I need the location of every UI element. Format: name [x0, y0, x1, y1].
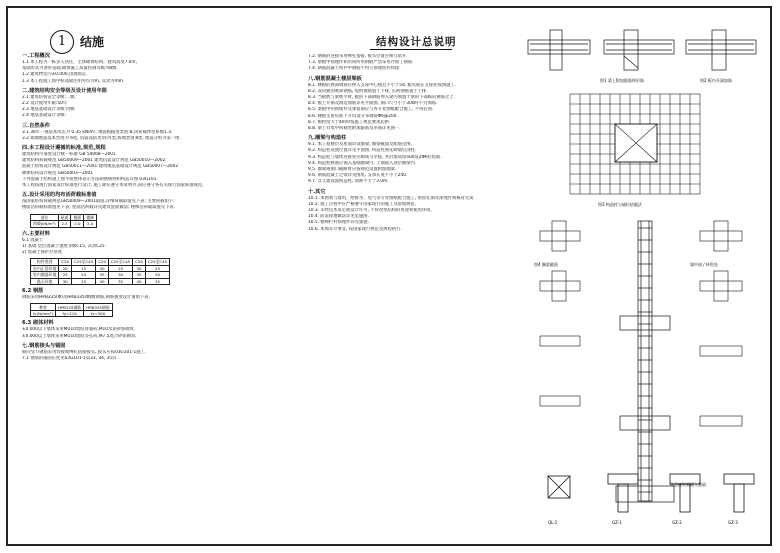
- middle-text-line: 10.4. 防雷接地做法详见电施图.: [308, 214, 369, 220]
- left-section-title: 六.主要材料: [22, 230, 50, 237]
- middle-text-line: 8.4. 板上开洞及洞边加筋详见平面图, 洞口尺寸小于300时不另加筋.: [308, 101, 438, 107]
- column-reinforcement-detail: [616, 221, 674, 502]
- table-header-cell: 楼梯: [84, 214, 97, 221]
- left-text-line: 2.2 设计使用年限:50年: [22, 101, 68, 107]
- figure-label-7: QL-1: [548, 520, 558, 525]
- middle-section-title: 十.其它: [308, 188, 326, 195]
- left-text-line: 3.1 30年一遇基本风压为 0.35 kN/m², 地面粗糙度类别:B,风荷载体型系数1.3.: [22, 129, 173, 135]
- left-text-line: 6.1 混凝土: [22, 237, 44, 243]
- left-table: [30, 214, 97, 228]
- table-header-cell: C20: [133, 259, 146, 266]
- figure-label-4: 图4 圈梁截面: [534, 262, 558, 267]
- middle-text-line: 10.2. 施工过程中应严格遵守国家现行的施工及验收规范.: [308, 201, 417, 207]
- middle-text-line: 10.6. 本图未尽事宜, 按国家现行规范及规程执行.: [308, 226, 402, 232]
- middle-text-line: 9.6. 钢筋混凝土过梁详见图集, 支承长度不小于240.: [308, 173, 408, 179]
- figure-label-6: 构造柱纵筋锚入基础: [670, 482, 706, 487]
- table-cell: 35: [108, 278, 132, 285]
- figure-label-2: 图2 板内开洞加筋: [700, 78, 732, 83]
- table-cell: fy=300: [84, 310, 113, 317]
- table-row: [31, 278, 170, 285]
- table-cell: 30: [96, 265, 109, 272]
- table-header-cell: C20: [59, 259, 72, 266]
- figure-label-9: GZ-2: [672, 520, 682, 525]
- left-text-line: 1) 基础 垫层混凝土强度等级C15, 其余C25.: [22, 243, 107, 249]
- middle-text-line: 9.7. 女儿墙设置构造柱, 间距不大于3.0m.: [308, 179, 389, 185]
- left-text-line: 楼面活荷载标准值见下表; 屋面活荷载详见建筑屋面做法; 楼梯活荷载取值见下表.: [22, 205, 176, 211]
- table-header-cell: HRB335钢筋: [84, 304, 113, 311]
- left-text-line: 7.1 钢筋的锚固长度见03G101-1第33, 34, 35页.: [22, 356, 118, 362]
- table-header-cell: 构件类别: [31, 259, 59, 266]
- table-cell: 30: [108, 272, 132, 279]
- table-cell: 30: [133, 265, 146, 272]
- middle-text-line: 10.3. 未经技术鉴定或设计许可, 不得改变结构的用途和使用环境.: [308, 208, 432, 214]
- left-text-line: 下列混凝土结构施工图平面整体表示方法制图规则和构造详图 03G101: [22, 176, 157, 182]
- beam-detail-3: [686, 30, 756, 70]
- left-text-line: 本工程按现行国家设计标准进行设计, 施工除应遵守本说明外,尚应遵守各有关现行国家标准规范.: [22, 183, 204, 189]
- left-table: [30, 303, 113, 317]
- left-text-line: 2.1 建筑结构安全等级:二级.: [22, 94, 76, 100]
- main-title: 结构设计总说明: [376, 36, 457, 48]
- table-header-cell: C25至C45: [108, 259, 132, 266]
- middle-text-line: 9.4. 构造柱纵筋应锚入基础圈梁内, 上端锚入顶层圈梁内.: [308, 160, 417, 166]
- table-header-cell: C25至C45: [72, 259, 96, 266]
- table-cell: 室内潮湿环境: [31, 272, 59, 279]
- table-row: [31, 310, 113, 317]
- table-header-cell: C20: [96, 259, 109, 266]
- left-text-line: ±0.000以上墙体采用MU10烧结多孔砖,M7.5混合砂浆砌筑.: [22, 333, 137, 339]
- middle-text-line: 8.5. 梁板中的预埋件及预留洞应与各专业图纸配合施工, 不得后凿.: [308, 107, 434, 113]
- slab-opening-grid: [570, 94, 700, 194]
- table-cell: 30: [59, 278, 72, 285]
- middle-text-line: 9.5. 圈梁遇洞口截断时应按规范设置附加圈梁.: [308, 167, 397, 173]
- middle-text-line: 7.3. 梁板中预埋件和吊钩所用钢筋严禁采用冷加工钢筋.: [308, 60, 414, 66]
- main-title-underline: [370, 49, 452, 50]
- middle-section-title: 九.圈梁与构造柱: [308, 135, 347, 142]
- table-cell: 35: [133, 272, 146, 279]
- middle-section-title: 八.钢筋混凝土楼层梁板: [308, 75, 362, 82]
- table-cell: fy(N/mm²): [31, 310, 56, 317]
- left-text-line: 建筑结构可靠度设计统一标准 GB 50068—2001: [22, 152, 116, 158]
- detail-drawings-column: [520, 16, 770, 544]
- left-text-line: 3.2 场地地震基本烈度为 6度, 抗震设防类别:丙类;场地类别:Ⅱ类, 地震分组为第一组.: [22, 135, 181, 141]
- left-section-title: 6.3 砌体材料: [22, 320, 54, 327]
- left-text-line: 钢筋采用HPB235(Φ)及HRB335(Φ)级钢筋,钢筋强度设计值如下表.: [22, 295, 150, 301]
- left-text-line: 2.4 地基基础设计等级:: [22, 113, 67, 119]
- table-header-cell: 楼面: [71, 214, 84, 221]
- beam-detail-1: [528, 30, 590, 70]
- left-section-title: 二.建筑结构安全等级及设计使用年限: [22, 87, 107, 94]
- table-cell: 室内正常环境: [31, 265, 59, 272]
- detail-drawings: [520, 16, 770, 544]
- middle-text-line: 8.8. 梁上有集中荷载处附加箍筋及吊筋详见图一.: [308, 126, 401, 132]
- table-cell: 2.0: [84, 221, 97, 228]
- table-cell: 35: [145, 278, 169, 285]
- figure-label-5: 墙中部 / 转角处: [690, 262, 718, 267]
- beam-detail-2: [604, 30, 674, 70]
- middle-text-line: 9.2. 构造柱设置位置详见平面图, 构造柱须先砌墙后浇柱.: [308, 148, 417, 154]
- table-cell: 露天环境: [31, 278, 59, 285]
- left-section-title: 一.工程概况: [22, 53, 50, 59]
- left-text-line: 1.1 本工程为一栋多人居住，主体砌体结构，建筑高度7.8米,: [22, 60, 138, 65]
- middle-text-line: 8.1. 楼板的底部钢筋应伸入支座中心线且不小于5d, 板负筋在支座处按图施工.: [308, 82, 457, 88]
- table-cell: 25: [108, 265, 132, 272]
- table-cell: 25: [145, 265, 169, 272]
- table-cell: 20: [59, 265, 72, 272]
- table-cell: 2.5: [58, 221, 71, 228]
- middle-text-line: 9.1. 本工程楼层及屋面均设圈梁, 圈梁截面及配筋见图.: [308, 142, 412, 148]
- left-text-line: 基础形式为条形基础,砌体施工质量控制等级为B级.: [22, 66, 118, 72]
- middle-text-line: 10.1. 本图须与建筑、给排水、电气等专业图纸配合施工, 预留孔洞及预埋件须核对无误.: [308, 195, 475, 201]
- table-cell: 25: [72, 278, 96, 285]
- table-cell: 40: [96, 278, 109, 285]
- middle-text-column: [308, 54, 518, 544]
- table-cell: 40: [133, 278, 146, 285]
- middle-text-line: 8.7. 板跨度大于4m时按施工规范要求起拱.: [308, 119, 391, 125]
- left-section-title: 七.钢筋接头与锚固: [22, 342, 66, 349]
- sheet-number-circle: 1: [50, 30, 74, 54]
- table-cell: 2.0: [71, 221, 84, 228]
- table-header-cell: 部位: [31, 214, 59, 221]
- table-cell: 荷载(kN/m²): [31, 221, 59, 228]
- table-cell: 25: [59, 272, 72, 279]
- middle-text-line: 8.2. 双向板的底部钢筋, 短跨钢筋置于下排, 长跨钢筋置于上排.: [308, 88, 428, 94]
- middle-text-line: 10.5. 楼梯栏杆预埋件详见建施.: [308, 220, 369, 226]
- table-header-cell: C25至C45: [145, 259, 169, 266]
- table-row: [31, 221, 97, 228]
- left-text-line: 建筑结构荷载规范 GB50009—2001 建筑抗震设计规范 GB50010—2002: [22, 158, 166, 164]
- left-text-line: 纵向受力钢筋采用焊接或绑扎搭接接头, 接头应按03G101-1施工.: [22, 349, 147, 355]
- middle-text-line: 7.2. 钢筋的连接采用绑扎搭接, 接头位置应相互错开.: [308, 54, 408, 59]
- left-text-line: 混凝土结构设计规范 GB50011—2001 建筑地基基础设计规范 GB50007—2002: [22, 164, 179, 170]
- middle-text-line: 8.6. 楼板支座负筋下方均设分布钢筋Φ6@200.: [308, 113, 398, 119]
- table-header-cell: HPB235钢筋: [56, 304, 84, 311]
- left-text-line: ±0.000以下墙体采用MU10烧结普通砖,M10水泥砂浆砌筑.: [22, 327, 136, 333]
- left-table: [30, 258, 170, 285]
- left-text-line: 2) 混凝土保护层厚度: [22, 250, 63, 256]
- table-header-cell: 种类: [31, 304, 56, 311]
- figure-label-3: 图3 构造柱与墙拉结做法: [598, 202, 642, 207]
- left-text-line: 2.3 地基基础设计等级:丙级: [22, 107, 75, 113]
- figure-label-1: 图1 梁上附加箍筋和吊筋: [600, 78, 644, 83]
- table-cell: 15: [72, 265, 96, 272]
- left-section-title: 五.设计采用的均布活荷载标准值: [22, 192, 97, 199]
- table-cell: 30: [145, 272, 169, 279]
- table-cell: 20: [72, 272, 96, 279]
- left-text-line: 1.2 建筑物室内±0.000,由现场定.: [22, 72, 88, 78]
- table-cell: fy=210: [56, 310, 84, 317]
- drawing-sheet: [6, 6, 772, 546]
- left-text-line: 按国家结构荷载规范GB50009—2001取值,详细荷载取值见下表; 主要荷载如下:: [22, 199, 175, 205]
- sheet-type-title: 结施: [80, 35, 105, 49]
- left-text-line: 1.3 本工程施工图中标高除注明外均为m, 其余为mm.: [22, 78, 125, 84]
- left-section-title: 三.自然条件: [22, 122, 50, 129]
- middle-text-line: 9.3. 构造柱与墙体连接处应砌成马牙槎, 并沿墙高每500设2Φ6拉结筋.: [308, 154, 442, 160]
- figure-label-10: GZ-3: [728, 520, 738, 525]
- table-header-cell: 屋面: [58, 214, 71, 221]
- left-text-line: 砌体结构设计规范 GB50003—2001: [22, 170, 93, 176]
- figure-label-8: GZ-1: [612, 520, 622, 525]
- left-section-title: 6.2 钢筋: [22, 288, 44, 295]
- left-section-title: 四.本工程设计遵循的标准,规范,规程: [22, 145, 106, 152]
- table-cell: 35: [96, 272, 109, 279]
- middle-text-line: 8.3. 当板底与梁底平时, 板的下部钢筋伸入梁内须置于梁的下部纵向钢筋之上.: [308, 95, 455, 101]
- middle-text-line: 7.4. 钢筋混凝土构件中钢筋不得与预埋铁件焊接.: [308, 66, 401, 72]
- left-text-column: [22, 50, 300, 544]
